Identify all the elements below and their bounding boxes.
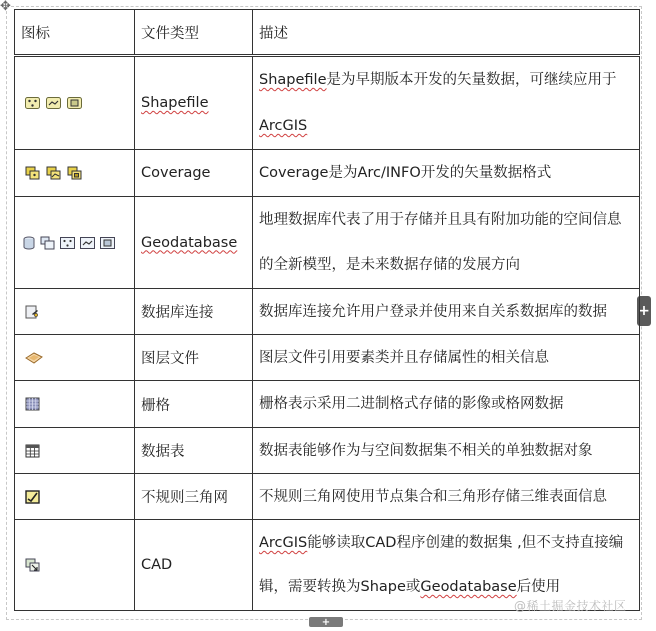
database-connection-icon [25, 305, 40, 319]
desc-cell [253, 56, 640, 150]
icon-cell [15, 150, 135, 197]
desc-cell [253, 289, 640, 335]
feature-dataset-icon [40, 236, 55, 250]
raster-grid-icon [25, 397, 40, 411]
header-description: 描述 [253, 10, 640, 56]
file-type-cad: CAD [141, 557, 173, 573]
shapefile-polygon-icon [67, 96, 82, 110]
file-type-coverage: Coverage [141, 165, 211, 181]
description-geodatabase: 地理数据库代表了用于存储并且具有附加功能的空间信息的全新模型，是未来数据存储的发展方向 [259, 211, 622, 273]
type-cell [135, 289, 253, 335]
desc-term: ArcGIS [259, 535, 308, 551]
geodatabase-cylinder-icon [23, 236, 35, 250]
table-row [15, 335, 640, 381]
desc-text: 能够读取CAD程序创建的数据集 ,但不支持直接编辑，需要转换为Shape或 [259, 535, 624, 595]
desc-term: ArcGIS [259, 118, 308, 134]
desc-text: 后使用 [516, 579, 561, 595]
type-cell [135, 56, 253, 150]
type-cell [135, 428, 253, 474]
desc-term: Geodatabase [420, 579, 517, 595]
shapefile-line-icon [46, 96, 61, 110]
table-row [15, 197, 640, 289]
file-type-tin: 不规则三角网 [141, 490, 228, 506]
description-cad [259, 521, 633, 609]
desc-term: Shapefile [259, 72, 327, 88]
move-handle-icon[interactable]: ✥ [0, 0, 11, 14]
desc-cell [253, 197, 640, 289]
desc-cell [253, 381, 640, 428]
icon-cell [15, 289, 135, 335]
layer-file-icon [25, 351, 43, 365]
polygon-feature-class-icon [100, 236, 115, 250]
header-file-type: 文件类型 [135, 10, 253, 56]
type-cell [135, 381, 253, 428]
desc-cell [253, 335, 640, 381]
icon-cell [15, 197, 135, 289]
add-row-button[interactable]: + [309, 617, 343, 627]
description-tin: 不规则三角网使用节点集合和三角形存储三维表面信息 [259, 488, 607, 505]
data-table-icon [25, 444, 40, 458]
type-cell [135, 520, 253, 611]
shapefile-point-icon [25, 96, 40, 110]
table-header-row [15, 10, 640, 56]
description-shapefile [259, 57, 633, 149]
desc-cell [253, 428, 640, 474]
desc-text: 于 [602, 72, 617, 88]
type-cell [135, 474, 253, 520]
file-type-db-connection: 数据库连接 [141, 305, 214, 321]
file-type-raster: 栅格 [141, 397, 170, 414]
icon-cell [15, 474, 135, 520]
icon-cell [15, 381, 135, 428]
watermark: @稀土掘金技术社区 [514, 599, 627, 613]
table-row [15, 56, 640, 150]
file-type-layer-file: 图层文件 [141, 351, 199, 367]
table-row [15, 150, 640, 197]
desc-cell [253, 474, 640, 520]
description-raster: 栅格表示采用二进制格式存储的影像或格网数据 [259, 396, 564, 412]
file-type-shapefile: Shapefile [141, 95, 209, 111]
file-type-geodatabase: Geodatabase [141, 234, 238, 251]
tin-icon [25, 490, 40, 504]
desc-cell [253, 150, 640, 197]
description-coverage: Coverage是为Arc/INFO开发的矢量数据格式 [259, 165, 552, 181]
type-cell [135, 150, 253, 197]
type-cell [135, 335, 253, 381]
table-row [15, 381, 640, 428]
table-row [15, 289, 640, 335]
description-db-connection: 数据库连接允许用户登录并使用来自关系数据库的数据 [259, 303, 607, 320]
add-column-button[interactable]: + [637, 296, 651, 326]
file-type-table [14, 9, 640, 611]
coverage-point-icon [25, 166, 40, 180]
coverage-polygon-icon [67, 166, 82, 180]
description-table: 数据表能够作为与空间数据集不相关的单独数据对象 [259, 442, 593, 459]
icon-cell [15, 56, 135, 150]
table-row [15, 474, 640, 520]
table-row [15, 428, 640, 474]
file-type-table: 数据表 [141, 444, 185, 460]
icon-cell [15, 428, 135, 474]
icon-cell [15, 335, 135, 381]
line-feature-class-icon [80, 236, 95, 250]
icon-cell [15, 520, 135, 611]
desc-text: 是为早期版本开发的矢量数据，可继续应用 [326, 72, 602, 88]
header-icon: 图标 [15, 10, 135, 56]
coverage-line-icon [46, 166, 61, 180]
cad-drawing-icon [25, 558, 40, 572]
type-cell [135, 197, 253, 289]
description-layer-file: 图层文件引用要素类并且存储属性的相关信息 [259, 349, 549, 366]
point-feature-class-icon [60, 236, 75, 250]
